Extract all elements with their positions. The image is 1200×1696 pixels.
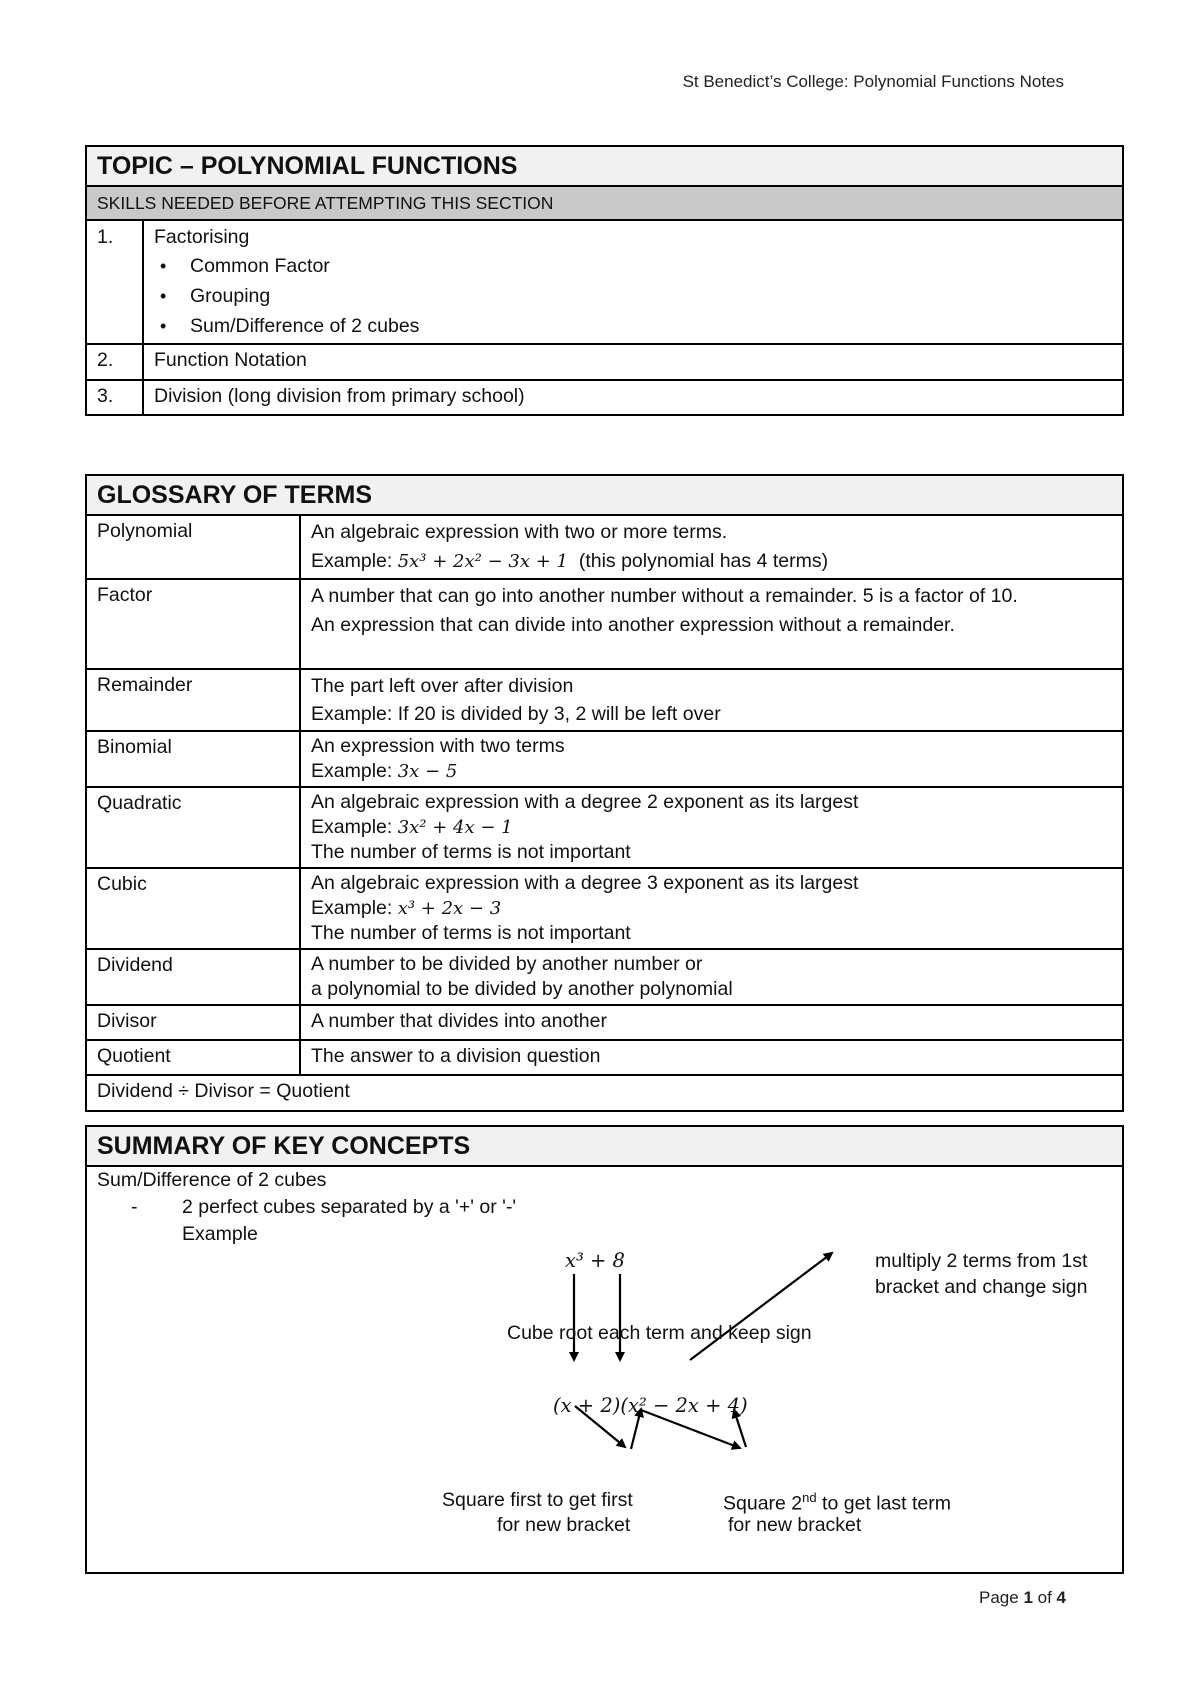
summary-table <box>85 1125 1124 1574</box>
page-total: 4 <box>1056 1588 1066 1607</box>
skills-row-num: 3. <box>86 380 143 415</box>
dash-marker: - <box>131 1196 138 1218</box>
page-footer <box>979 1588 1066 1608</box>
glossary-definition <box>300 787 1123 868</box>
glossary-table <box>85 474 1124 1112</box>
skills-row <box>86 344 1123 380</box>
glossary-definition <box>300 731 1123 787</box>
page-number: 1 <box>1023 1588 1033 1607</box>
example-note: (this polynomial has 4 terms) <box>567 550 829 572</box>
glossary-row <box>86 669 1123 731</box>
multiply-label-line1: multiply 2 terms from 1st <box>875 1250 1088 1272</box>
factored-expression: (x + 2)(x² − 2x + 4) <box>553 1394 748 1417</box>
math-expression: x³ + 2x − 3 <box>397 898 502 919</box>
definition-line: A number to be divided by another number or <box>311 953 703 975</box>
example-label: Example: <box>311 897 398 919</box>
skills-bullet-list <box>154 251 1112 341</box>
glossary-term: Cubic <box>86 868 300 949</box>
skills-row <box>86 380 1123 415</box>
math-expression: 3x² + 4x − 1 <box>397 817 513 838</box>
glossary-row <box>86 868 1123 949</box>
square-second-text-a: Square 2 <box>723 1492 803 1515</box>
glossary-definition <box>300 515 1123 579</box>
glossary-definition <box>300 949 1123 1005</box>
math-expression: 3x − 5 <box>397 761 458 782</box>
glossary-row <box>86 579 1123 669</box>
glossary-definition: A number that divides into another <box>300 1005 1123 1040</box>
skills-title: TOPIC – POLYNOMIAL FUNCTIONS <box>86 146 1123 186</box>
skills-row-num: 2. <box>86 344 143 380</box>
glossary-row <box>86 731 1123 787</box>
glossary-definition: The answer to a division question <box>300 1040 1123 1075</box>
factorisation-diagram <box>97 1248 1112 1572</box>
definition-line: The part left over after division <box>311 675 574 697</box>
glossary-term: Binomial <box>86 731 300 787</box>
example-label: Example: <box>311 816 398 838</box>
multiply-label-line2: bracket and change sign <box>875 1276 1088 1298</box>
glossary-term: Remainder <box>86 669 300 731</box>
skills-subtitle: SKILLS NEEDED BEFORE ATTEMPTING THIS SECTION <box>86 186 1123 220</box>
page-header: St Benedict’s College: Polynomial Functions Notes <box>682 72 1064 91</box>
example-label: Example: <box>311 550 398 572</box>
skills-row-num: 1. <box>86 220 143 344</box>
glossary-row <box>86 1040 1123 1075</box>
glossary-row <box>86 787 1123 868</box>
summary-item-text: 2 perfect cubes separated by a '+' or '-' <box>182 1196 517 1218</box>
page-word: Page <box>979 1588 1024 1607</box>
glossary-term: Dividend <box>86 949 300 1005</box>
math-expression: 5x³ + 2x² − 3x + 1 <box>397 551 568 572</box>
skills-row <box>86 220 1123 344</box>
cube-root-label: Cube root each term and keep sign <box>507 1322 812 1344</box>
glossary-definition <box>300 868 1123 949</box>
glossary-term: Divisor <box>86 1005 300 1040</box>
glossary-definition <box>300 579 1123 669</box>
definition-line: The number of terms is not important <box>311 841 631 863</box>
glossary-row <box>86 949 1123 1005</box>
glossary-term: Quadratic <box>86 787 300 868</box>
glossary-term: Polynomial <box>86 515 300 579</box>
cubes-expression: x³ + 8 <box>565 1249 625 1272</box>
of-word: of <box>1032 1588 1057 1607</box>
glossary-formula: Dividend ÷ Divisor = Quotient <box>86 1075 1123 1111</box>
skills-bullet: • Common Factor <box>154 251 1112 281</box>
skills-row-text: Division (long division from primary school) <box>143 380 1123 415</box>
definition-line: An algebraic expression with a degree 2 exponent as its largest <box>311 791 859 813</box>
skills-row-text: Factorising <box>154 226 250 248</box>
definition-line <box>311 896 1112 921</box>
definition-line: An expression that can divide into another expression without a remainder. <box>311 614 955 636</box>
definition-line: a polynomial to be divided by another polynomial <box>311 978 733 1000</box>
skills-bullet: • Grouping <box>154 281 1112 311</box>
glossary-row <box>86 515 1123 579</box>
superscript-nd: nd <box>802 1490 817 1505</box>
square-second-label-line2: for new bracket <box>728 1514 862 1536</box>
glossary-row <box>86 1005 1123 1040</box>
definition-line <box>311 759 1112 784</box>
glossary-term: Factor <box>86 579 300 669</box>
example-label: Example <box>182 1223 258 1245</box>
square-first-label-line1: Square first to get first <box>442 1489 633 1511</box>
skills-row-text: Function Notation <box>143 344 1123 380</box>
square-first-label-line2: for new bracket <box>497 1514 631 1536</box>
glossary-definition <box>300 669 1123 731</box>
definition-line <box>311 547 1112 576</box>
definition-line: An expression with two terms <box>311 735 565 757</box>
summary-heading: Sum/Difference of 2 cubes <box>97 1169 327 1191</box>
definition-line <box>311 815 1112 840</box>
square-second-text-b: to get last term <box>816 1492 952 1515</box>
glossary-term: Quotient <box>86 1040 300 1075</box>
definition-line: Example: If 20 is divided by 3, 2 will be left over <box>311 703 721 725</box>
glossary-title: GLOSSARY OF TERMS <box>86 475 1123 515</box>
example-label: Example: <box>311 760 398 782</box>
definition-line: A number that can go into another number without a remainder. 5 is a factor of 10. <box>311 585 1018 607</box>
skills-table <box>85 145 1124 416</box>
definition-line: An algebraic expression with a degree 3 exponent as its largest <box>311 872 859 894</box>
summary-item <box>97 1194 1112 1221</box>
summary-content <box>86 1166 1123 1573</box>
skills-bullet: • Sum/Difference of 2 cubes <box>154 311 1112 341</box>
summary-title: SUMMARY OF KEY CONCEPTS <box>86 1126 1123 1166</box>
definition-line: An algebraic expression with two or more terms. <box>311 521 728 543</box>
definition-line: The number of terms is not important <box>311 922 631 944</box>
